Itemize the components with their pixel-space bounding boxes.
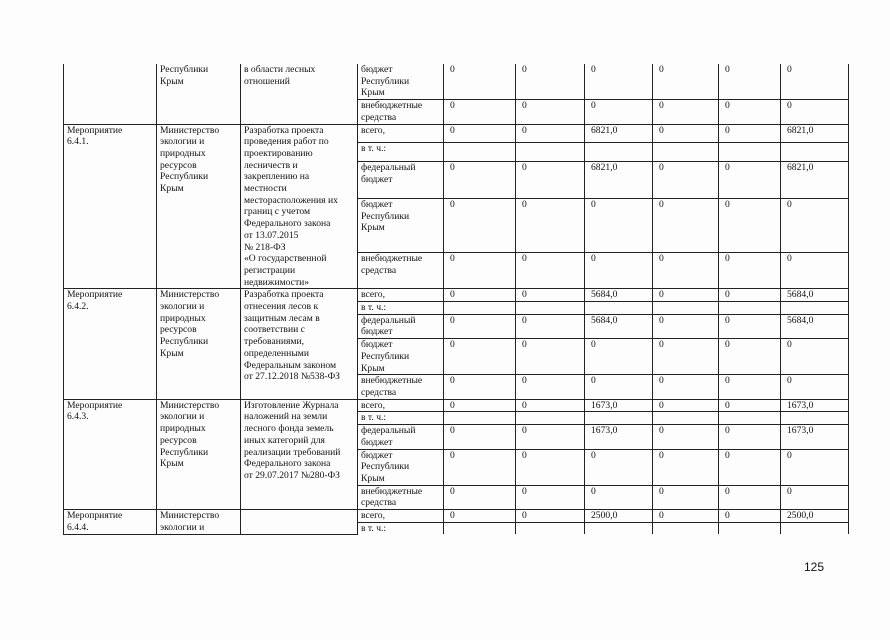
executor-cell: Министерство экологии и природных ресурсов Республики Крым [157,289,241,399]
amount-cell: 0 [653,64,719,100]
funding-source-cell: федеральный бюджет [358,425,444,449]
funding-source-cell: внебюджетные средства [358,375,444,399]
amount-cell: 0 [653,198,719,252]
amount-cell: 0 [444,289,516,302]
amount-cell: 0 [444,314,516,338]
amount-cell: 0 [719,100,781,124]
amount-cell: 2500,0 [585,510,653,523]
funding-source-cell: в т. ч.: [358,412,444,425]
funding-source-cell: в т. ч.: [358,522,444,534]
funding-source-cell: внебюджетные средства [358,100,444,124]
amount-cell [585,412,653,425]
amount-cell: 0 [516,510,585,523]
amount-cell [781,143,849,162]
description-cell: Изготовление Журнала наложений на земли лесного фонда земель иных категорий для реализации требований Федерального закона от 29.07.2017 №280-ФЗ [241,399,358,509]
amount-cell: 0 [653,339,719,375]
amount-cell: 0 [585,339,653,375]
amount-cell: 5684,0 [781,314,849,338]
funding-source-cell: в т. ч.: [358,302,444,315]
amount-cell [444,412,516,425]
amount-cell: 0 [781,252,849,289]
funding-source-cell: внебюджетные средства [358,485,444,509]
amount-cell: 0 [781,485,849,509]
amount-cell: 0 [719,314,781,338]
amount-cell: 0 [653,252,719,289]
amount-cell: 0 [585,252,653,289]
amount-cell [653,522,719,534]
amount-cell: 0 [719,510,781,523]
amount-cell [653,302,719,315]
amount-cell: 6821,0 [585,162,653,198]
budget-table [63,64,849,535]
table-row [64,289,849,302]
amount-cell [781,522,849,534]
executor-cell: Министерство экологии и [157,510,241,535]
amount-cell: 0 [653,510,719,523]
amount-cell [781,302,849,315]
table-row [64,124,849,143]
amount-cell: 0 [444,449,516,485]
amount-cell: 0 [781,339,849,375]
amount-cell: 1673,0 [781,399,849,412]
amount-cell: 5684,0 [585,314,653,338]
amount-cell: 0 [444,375,516,399]
amount-cell: 0 [444,399,516,412]
funding-source-cell: федеральный бюджет [358,162,444,198]
page-number: 125 [804,560,825,574]
amount-cell: 2500,0 [781,510,849,523]
amount-cell: 0 [653,162,719,198]
event-cell: Мероприятие 6.4.2. [64,289,157,399]
amount-cell [516,143,585,162]
amount-cell: 0 [444,198,516,252]
amount-cell: 0 [444,485,516,509]
amount-cell: 0 [653,124,719,143]
amount-cell: 0 [719,399,781,412]
amount-cell: 0 [585,100,653,124]
amount-cell: 0 [719,198,781,252]
amount-cell [585,522,653,534]
amount-cell [444,522,516,534]
funding-source-cell: внебюджетные средства [358,252,444,289]
amount-cell [516,412,585,425]
amount-cell: 0 [653,375,719,399]
amount-cell: 0 [653,449,719,485]
amount-cell: 1673,0 [585,425,653,449]
amount-cell: 1673,0 [585,399,653,412]
funding-source-cell: бюджет Республики Крым [358,449,444,485]
amount-cell: 0 [516,100,585,124]
amount-cell: 0 [719,425,781,449]
amount-cell [444,143,516,162]
funding-source-cell: всего, [358,124,444,143]
table-row [64,64,849,100]
amount-cell [516,522,585,534]
amount-cell [653,143,719,162]
amount-cell: 0 [516,314,585,338]
funding-source-cell: всего, [358,289,444,302]
amount-cell: 0 [781,375,849,399]
executor-cell: Министерство экологии и природных ресурсов Республики Крым [157,124,241,289]
event-cell [64,64,157,124]
funding-source-cell: всего, [358,399,444,412]
table-row [64,399,849,412]
amount-cell: 0 [516,289,585,302]
amount-cell [719,302,781,315]
amount-cell: 0 [653,425,719,449]
event-cell: Мероприятие 6.4.4. [64,510,157,535]
amount-cell: 0 [516,162,585,198]
amount-cell: 0 [444,425,516,449]
amount-cell [719,412,781,425]
amount-cell: 0 [444,510,516,523]
funding-source-cell: бюджет Республики Крым [358,64,444,100]
amount-cell [719,522,781,534]
amount-cell: 0 [585,64,653,100]
amount-cell: 0 [444,64,516,100]
amount-cell: 0 [719,375,781,399]
amount-cell [516,302,585,315]
amount-cell: 0 [781,198,849,252]
amount-cell [781,412,849,425]
amount-cell [653,412,719,425]
amount-cell: 0 [516,449,585,485]
amount-cell: 0 [585,375,653,399]
amount-cell: 0 [653,289,719,302]
amount-cell: 0 [653,485,719,509]
amount-cell: 0 [516,485,585,509]
funding-source-cell: всего, [358,510,444,523]
amount-cell: 0 [719,289,781,302]
funding-source-cell: в т. ч.: [358,143,444,162]
amount-cell: 6821,0 [585,124,653,143]
amount-cell: 0 [516,339,585,375]
amount-cell [585,302,653,315]
amount-cell: 1673,0 [781,425,849,449]
executor-cell: Республики Крым [157,64,241,124]
amount-cell: 0 [719,64,781,100]
amount-cell [585,143,653,162]
funding-source-cell: бюджет Республики Крым [358,198,444,252]
amount-cell: 0 [516,64,585,100]
funding-source-cell: бюджет Республики Крым [358,339,444,375]
amount-cell: 0 [516,252,585,289]
amount-cell: 0 [585,485,653,509]
amount-cell: 6821,0 [781,124,849,143]
funding-source-cell: федеральный бюджет [358,314,444,338]
amount-cell: 0 [719,124,781,143]
amount-cell: 0 [719,252,781,289]
amount-cell: 0 [444,162,516,198]
event-cell: Мероприятие 6.4.1. [64,124,157,289]
amount-cell: 5684,0 [781,289,849,302]
amount-cell: 6821,0 [781,162,849,198]
amount-cell: 0 [719,485,781,509]
amount-cell: 0 [444,252,516,289]
executor-cell: Министерство экологии и природных ресурсов Республики Крым [157,399,241,509]
amount-cell: 0 [781,100,849,124]
amount-cell: 0 [719,449,781,485]
amount-cell: 0 [653,100,719,124]
amount-cell: 0 [653,314,719,338]
amount-cell: 0 [585,449,653,485]
amount-cell: 0 [719,162,781,198]
amount-cell: 0 [516,198,585,252]
amount-cell: 0 [444,339,516,375]
amount-cell: 0 [516,375,585,399]
description-cell: Разработка проекта проведения работ по проектированию лесничеств и закреплению на местности месторасположения их границ с учетом Федерального закона от 13.07.2015 № 218-ФЗ «О государственной регистрации недвижимости» [241,124,358,289]
amount-cell: 0 [516,124,585,143]
amount-cell: 0 [653,399,719,412]
description-cell: Разработка проекта отнесения лесов к защитным лесам в соответствии с требованиями, определенными Федеральным законом от 27.12.2018 №538-ФЗ [241,289,358,399]
amount-cell: 0 [516,399,585,412]
amount-cell: 0 [719,339,781,375]
event-cell: Мероприятие 6.4.3. [64,399,157,509]
amount-cell [444,302,516,315]
amount-cell: 0 [444,124,516,143]
description-cell [241,510,358,535]
table-row [64,510,849,523]
amount-cell: 0 [781,64,849,100]
amount-cell: 0 [781,449,849,485]
amount-cell: 5684,0 [585,289,653,302]
amount-cell: 0 [585,198,653,252]
amount-cell: 0 [516,425,585,449]
amount-cell [719,143,781,162]
description-cell: в области лесных отношений [241,64,358,124]
amount-cell: 0 [444,100,516,124]
